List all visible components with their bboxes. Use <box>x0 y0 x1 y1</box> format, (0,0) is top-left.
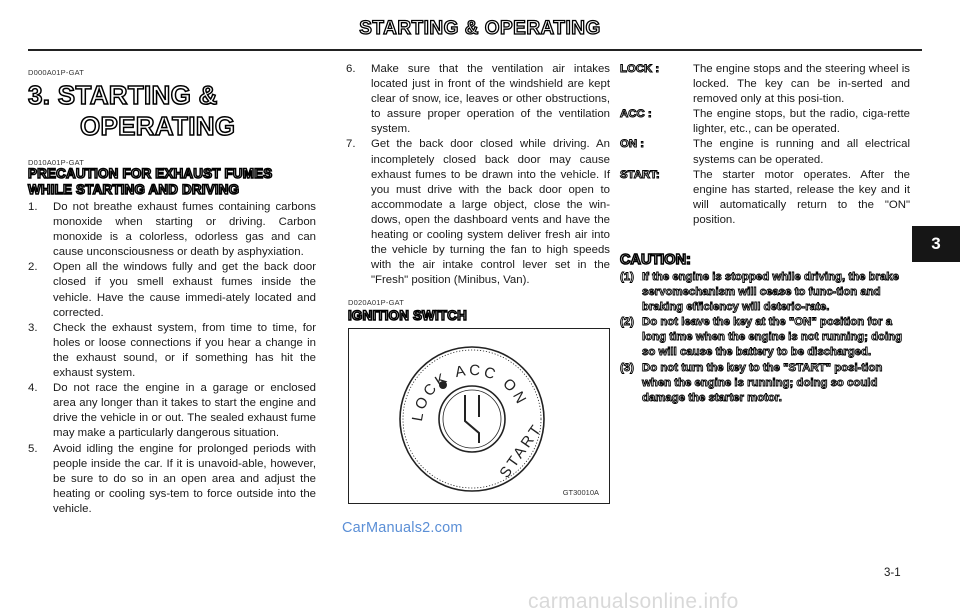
caution-item <box>620 361 910 406</box>
desc-lock: The engine stops and the steering wheel is locked. The key can be in-serted and removed only at this posi-tion. <box>693 63 910 106</box>
list-item <box>346 62 610 137</box>
list-item <box>28 321 316 381</box>
list-item <box>28 200 316 260</box>
list-item <box>28 260 316 320</box>
term-on: ON : <box>620 138 645 151</box>
caution-list <box>620 270 910 406</box>
def-lock <box>620 62 910 107</box>
key-slot <box>465 395 479 443</box>
item-text: Do not race the engine in a garage or enclosed area any longer than it takes to start the engine and drive the vehicle in or out. The sealed exhaust fume may make a particularly dangerous situation. <box>53 382 316 440</box>
subsection-code: D010A01P-GAT <box>28 158 85 167</box>
page-header: STARTING & OPERATING <box>359 18 601 39</box>
precaution-list <box>28 200 316 517</box>
subsection-title-line2: WHILE STARTING AND DRIVING <box>28 182 240 197</box>
watermark-online: carmanualsonline.info <box>528 590 739 613</box>
item-text: Check the exhaust system, from time to time, for holes or loose connections if you hear a change in the exhaust sound, or if something has hit the exhaust system. <box>53 321 316 380</box>
ignition-switch-figure <box>348 328 610 504</box>
page-number: 3-1 <box>884 567 901 579</box>
term-acc: ACC : <box>620 108 652 121</box>
caution-text: Do not turn the key to the "START" posi-tion when the engine is running; doing so could damage the starter motor. <box>642 361 883 404</box>
dial-label-start: START <box>496 420 547 482</box>
item-text: Open all the windows fully and get the back door closed if you smell exhaust fumes inside the vehicle. Have the cause immedi-ately located and corrected. <box>53 261 316 319</box>
ignition-code: D020A01P-GAT <box>348 298 405 307</box>
dial-label-lock: LOCK <box>408 368 453 423</box>
caution-number: (3) <box>620 361 634 374</box>
dial-key-cylinder <box>439 386 505 452</box>
desc-start: The starter motor operates. After the engine has started, release the key and it will automatically return to the "ON" position. <box>693 168 910 226</box>
desc-acc: The engine stops, but the radio, ciga-rette lighter, etc., can be operated. <box>693 108 910 136</box>
item-number: 6. <box>346 63 356 75</box>
figure-label: GT30010A <box>562 488 599 497</box>
list-item <box>346 137 610 288</box>
item-number: 1. <box>28 201 38 213</box>
section-title-line1: 3. STARTING & <box>28 80 218 110</box>
item-text: Avoid idling the engine for prolonged periods with people inside the car. If it is unavoid-able, however, be sure to do so in an open area and adjust the heating or cooling sys-tem to force outside into the vehicle. <box>53 442 316 515</box>
item-number: 7. <box>346 138 356 151</box>
def-start <box>620 168 910 228</box>
svg-text:LOCK ACC ON <box>409 362 531 423</box>
section-code: D000A01P-GAT <box>28 68 85 77</box>
caution-text: Do not leave the key at the "ON" position for a long time when the engine is not running; doing so will cause the battery to be discharged. <box>642 316 903 359</box>
caution-number: (1) <box>620 271 634 283</box>
item-number: 2. <box>28 261 38 274</box>
list-item <box>28 442 316 517</box>
section-title-line2: OPERATING <box>80 111 236 141</box>
desc-on: The engine is running and all electrical systems can be operated. <box>693 138 910 166</box>
watermark-carmanuals: CarManuals2.com <box>342 520 463 536</box>
item-text: Do not breathe exhaust fumes containing carbons monoxide when starting or driving. Carbon monoxide is a colorless, odorless gas and can cause unconsciousness or death by asphyxiation. <box>53 201 316 259</box>
key-position-list <box>620 62 910 228</box>
item-text: Get the back door closed while driving. An incompletely closed back door may cause exhaust fumes to be drawn into the vehicle. If you must drive with the back door open to accommodate a large object, close the win-dows, open the dashboard vents and have the heating or cooling system deliver fresh air into the vehicle by turning the fan to high speeds with the air intake control lever set in the "Fresh" position (Minibus, Van). <box>371 138 610 287</box>
dial-label-on: ON <box>499 375 531 410</box>
caution-text: If the engine is stopped while driving, the brake servomechanism will cease to func-tion and braking efficiency will deterio-rate. <box>642 271 899 314</box>
caution-item <box>620 315 910 360</box>
term-start: START: <box>620 168 660 181</box>
item-number: 4. <box>28 382 38 395</box>
ignition-switch-icon <box>349 329 609 503</box>
list-item <box>28 381 316 441</box>
subsection-title-line1: PRECAUTION FOR EXHAUST FUMES <box>28 166 273 181</box>
dial-label-acc: ACC <box>453 361 501 385</box>
header-rule <box>28 49 922 51</box>
chapter-tab: 3 <box>912 226 960 262</box>
ignition-title: IGNITION SWITCH <box>348 308 468 323</box>
item-text: Make sure that the ventilation air intakes located just in front of the windshield are kept clear of snow, ice, leaves or other obstructions, to assure proper operation of the ventilation system. <box>371 63 610 136</box>
def-acc <box>620 107 910 137</box>
caution-number: (2) <box>620 316 634 329</box>
caution-title: CAUTION: <box>620 252 691 268</box>
def-on <box>620 137 910 167</box>
caution-item <box>620 270 910 315</box>
precaution-list-continued <box>346 62 610 288</box>
term-lock: LOCK : <box>620 63 660 75</box>
item-number: 3. <box>28 321 38 334</box>
item-number: 5. <box>28 442 38 455</box>
